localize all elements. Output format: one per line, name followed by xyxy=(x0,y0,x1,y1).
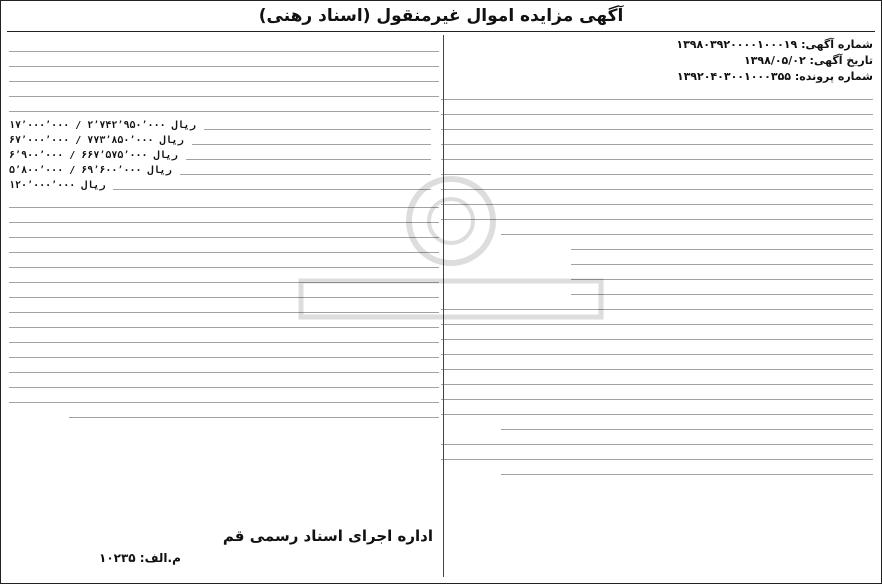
page-title: آگهی مزایده اموال غیرمنقول (اسناد رهنی) xyxy=(258,6,624,26)
entrance-paragraph xyxy=(9,44,439,112)
right-column xyxy=(441,37,873,575)
item-amount: ۵٬۸۰۰٬۰۰۰ / ۶۹٬۶۰۰٬۰۰۰ ریال xyxy=(9,165,172,176)
ad-number-ref: شماره آگهی: ۱۳۹۸۰۳۹۲۰۰۰۰۱۰۰۰۱۹ xyxy=(676,38,873,51)
valuation-items xyxy=(9,118,439,193)
valuation-item xyxy=(9,148,439,163)
left-column xyxy=(9,37,439,575)
file-number-ref: شماره پرونده: ۱۳۹۲۰۴۰۳۰۰۱۰۰۰۳۵۵ xyxy=(676,70,873,83)
auction-terms xyxy=(9,200,439,418)
valuation-item xyxy=(9,178,439,193)
property-description xyxy=(441,92,873,295)
title-divider xyxy=(7,31,875,32)
item-amount: ۱۲۰٬۰۰۰٬۰۰۰ ریال xyxy=(9,180,106,191)
ad-date-ref: تاریخ آگهی: ۱۳۹۸/۰۵/۰۲ xyxy=(743,54,873,67)
publication-number: م.الف: ۱۰۲۳۵ xyxy=(99,551,181,565)
item-amount: ۶۷٬۰۰۰٬۰۰۰ / ۷۷۳٬۸۵۰٬۰۰۰ ریال xyxy=(9,135,184,146)
building-specs xyxy=(441,302,873,430)
amenities-paragraph xyxy=(441,437,873,475)
valuation-item xyxy=(9,118,439,133)
valuation-item xyxy=(9,163,439,178)
item-amount: ۶٬۹۰۰٬۰۰۰ / ۶۶۷٬۵۷۵٬۰۰۰ ریال xyxy=(9,150,178,161)
signature-issuer: اداره اجرای اسناد رسمی قم xyxy=(222,527,433,545)
valuation-item xyxy=(9,133,439,148)
item-amount: ۱۷٬۰۰۰٬۰۰۰ / ۲٬۷۴۲٬۹۵۰٬۰۰۰ ریال xyxy=(9,120,196,131)
